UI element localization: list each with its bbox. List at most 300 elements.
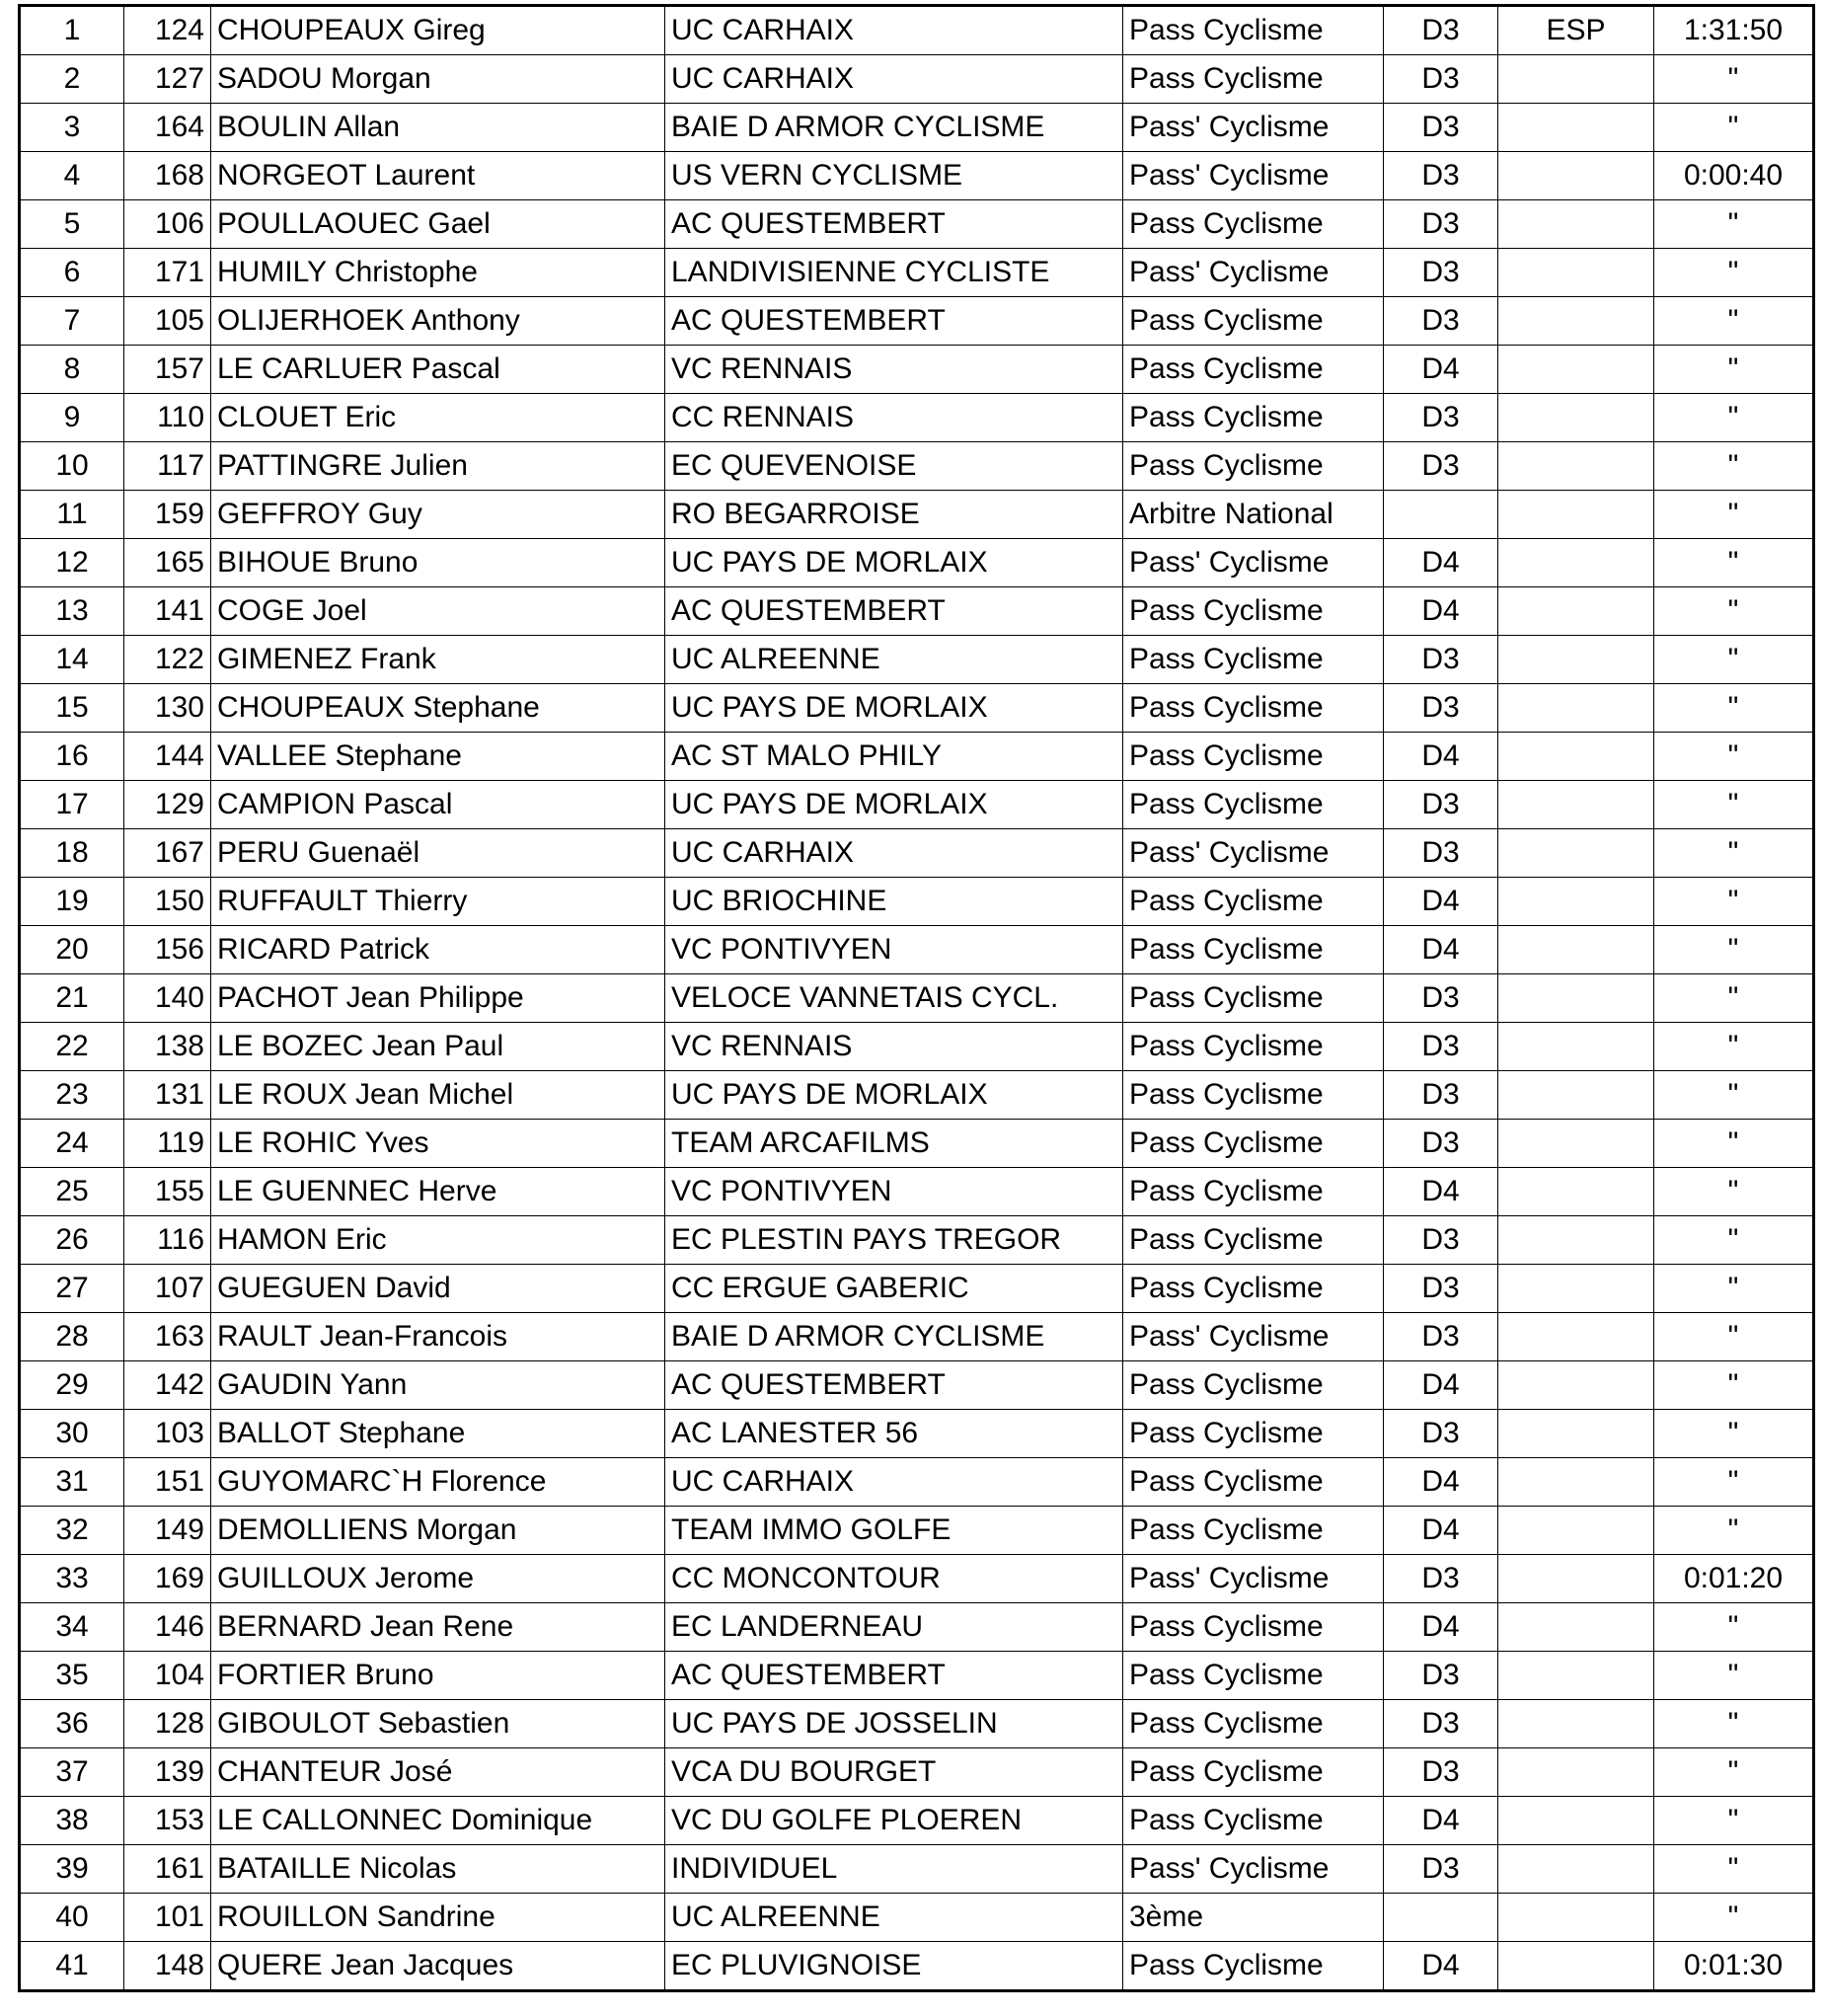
table-row [20,1845,1814,1894]
place-cell: 12 [20,539,124,587]
rider-name-cell: SADOU Morgan [211,55,665,104]
time-cell: " [1654,1071,1814,1120]
table-row [20,539,1814,587]
extra-cell [1498,1458,1654,1507]
place-cell: 17 [20,781,124,829]
licence-cell: Pass' Cyclisme [1123,829,1384,878]
bib-cell: 164 [124,104,211,152]
table-row [20,55,1814,104]
extra-cell [1498,1748,1654,1797]
bib-cell: 103 [124,1410,211,1458]
extra-cell [1498,491,1654,539]
bib-cell: 119 [124,1120,211,1168]
category-cell: D4 [1384,1168,1498,1216]
licence-cell: Pass' Cyclisme [1123,1555,1384,1603]
bib-cell: 105 [124,297,211,346]
time-cell: 1:31:50 [1654,6,1814,55]
table-row [20,1265,1814,1313]
licence-cell: Pass Cyclisme [1123,1071,1384,1120]
time-cell: 0:01:20 [1654,1555,1814,1603]
bib-cell: 168 [124,152,211,200]
table-row [20,1071,1814,1120]
category-cell: D4 [1384,587,1498,636]
rider-name-cell: PACHOT Jean Philippe [211,974,665,1023]
rider-name-cell: GAUDIN Yann [211,1361,665,1410]
results-table [18,4,1815,1992]
bib-cell: 159 [124,491,211,539]
club-cell: UC PAYS DE JOSSELIN [665,1700,1123,1748]
table-row [20,491,1814,539]
licence-cell: Arbitre National [1123,491,1384,539]
rider-name-cell: GIMENEZ Frank [211,636,665,684]
rider-name-cell: CHOUPEAUX Gireg [211,6,665,55]
rider-name-cell: BOULIN Allan [211,104,665,152]
extra-cell [1498,1120,1654,1168]
licence-cell: Pass Cyclisme [1123,346,1384,394]
place-cell: 30 [20,1410,124,1458]
time-cell: " [1654,974,1814,1023]
bib-cell: 127 [124,55,211,104]
category-cell: D3 [1384,1071,1498,1120]
rider-name-cell: GUEGUEN David [211,1265,665,1313]
bib-cell: 122 [124,636,211,684]
club-cell: UC CARHAIX [665,829,1123,878]
bib-cell: 140 [124,974,211,1023]
licence-cell: Pass Cyclisme [1123,1120,1384,1168]
rider-name-cell: CLOUET Eric [211,394,665,442]
place-cell: 13 [20,587,124,636]
category-cell: D4 [1384,1507,1498,1555]
place-cell: 41 [20,1942,124,1991]
bib-cell: 104 [124,1652,211,1700]
table-row [20,587,1814,636]
table-row [20,249,1814,297]
extra-cell [1498,1410,1654,1458]
category-cell: D3 [1384,829,1498,878]
table-row [20,1507,1814,1555]
extra-cell [1498,394,1654,442]
category-cell: D3 [1384,684,1498,733]
licence-cell: Pass' Cyclisme [1123,104,1384,152]
place-cell: 5 [20,200,124,249]
rider-name-cell: LE GUENNEC Herve [211,1168,665,1216]
licence-cell: 3ème [1123,1894,1384,1942]
licence-cell: Pass Cyclisme [1123,781,1384,829]
licence-cell: Pass Cyclisme [1123,1942,1384,1991]
bib-cell: 151 [124,1458,211,1507]
extra-cell [1498,926,1654,974]
bib-cell: 110 [124,394,211,442]
rider-name-cell: LE ROUX Jean Michel [211,1071,665,1120]
category-cell [1384,1894,1498,1942]
bib-cell: 131 [124,1071,211,1120]
category-cell: D3 [1384,297,1498,346]
extra-cell [1498,636,1654,684]
club-cell: UC PAYS DE MORLAIX [665,684,1123,733]
time-cell: " [1654,1652,1814,1700]
place-cell: 10 [20,442,124,491]
category-cell: D3 [1384,200,1498,249]
extra-cell [1498,1507,1654,1555]
licence-cell: Pass Cyclisme [1123,636,1384,684]
place-cell: 28 [20,1313,124,1361]
category-cell: D3 [1384,1748,1498,1797]
time-cell: " [1654,1458,1814,1507]
club-cell: UC CARHAIX [665,6,1123,55]
extra-cell [1498,1797,1654,1845]
rider-name-cell: ROUILLON Sandrine [211,1894,665,1942]
rider-name-cell: OLIJERHOEK Anthony [211,297,665,346]
extra-cell [1498,1555,1654,1603]
rider-name-cell: PATTINGRE Julien [211,442,665,491]
licence-cell: Pass Cyclisme [1123,974,1384,1023]
extra-cell [1498,733,1654,781]
category-cell: D3 [1384,1845,1498,1894]
rider-name-cell: HUMILY Christophe [211,249,665,297]
category-cell: D3 [1384,1265,1498,1313]
extra-cell [1498,1652,1654,1700]
category-cell: D3 [1384,442,1498,491]
licence-cell: Pass Cyclisme [1123,1458,1384,1507]
time-cell: " [1654,926,1814,974]
extra-cell [1498,55,1654,104]
time-cell: " [1654,1216,1814,1265]
rider-name-cell: FORTIER Bruno [211,1652,665,1700]
time-cell: " [1654,200,1814,249]
time-cell: " [1654,297,1814,346]
extra-cell [1498,1313,1654,1361]
licence-cell: Pass Cyclisme [1123,587,1384,636]
bib-cell: 153 [124,1797,211,1845]
licence-cell: Pass' Cyclisme [1123,539,1384,587]
club-cell: VELOCE VANNETAIS CYCL. [665,974,1123,1023]
category-cell: D3 [1384,152,1498,200]
club-cell: EC LANDERNEAU [665,1603,1123,1652]
extra-cell [1498,829,1654,878]
place-cell: 19 [20,878,124,926]
place-cell: 34 [20,1603,124,1652]
bib-cell: 150 [124,878,211,926]
time-cell: " [1654,1603,1814,1652]
category-cell: D4 [1384,1603,1498,1652]
club-cell: UC ALREENNE [665,636,1123,684]
licence-cell: Pass Cyclisme [1123,684,1384,733]
rider-name-cell: GUILLOUX Jerome [211,1555,665,1603]
licence-cell: Pass Cyclisme [1123,926,1384,974]
club-cell: TEAM IMMO GOLFE [665,1507,1123,1555]
licence-cell: Pass Cyclisme [1123,1700,1384,1748]
bib-cell: 128 [124,1700,211,1748]
place-cell: 27 [20,1265,124,1313]
table-row [20,104,1814,152]
licence-cell: Pass Cyclisme [1123,733,1384,781]
category-cell: D3 [1384,1652,1498,1700]
bib-cell: 169 [124,1555,211,1603]
table-row [20,1313,1814,1361]
licence-cell: Pass Cyclisme [1123,55,1384,104]
extra-cell [1498,104,1654,152]
category-cell: D3 [1384,1216,1498,1265]
time-cell: " [1654,1845,1814,1894]
place-cell: 39 [20,1845,124,1894]
place-cell: 14 [20,636,124,684]
rider-name-cell: CHANTEUR José [211,1748,665,1797]
extra-cell [1498,1216,1654,1265]
table-row [20,346,1814,394]
place-cell: 2 [20,55,124,104]
category-cell: D3 [1384,249,1498,297]
results-body [20,6,1814,1991]
extra-cell [1498,1071,1654,1120]
place-cell: 33 [20,1555,124,1603]
table-row [20,1023,1814,1071]
bib-cell: 146 [124,1603,211,1652]
table-row [20,684,1814,733]
time-cell: " [1654,878,1814,926]
rider-name-cell: PERU Guenaël [211,829,665,878]
licence-cell: Pass Cyclisme [1123,6,1384,55]
table-row [20,1410,1814,1458]
club-cell: AC QUESTEMBERT [665,200,1123,249]
category-cell: D3 [1384,55,1498,104]
club-cell: INDIVIDUEL [665,1845,1123,1894]
club-cell: VCA DU BOURGET [665,1748,1123,1797]
table-row [20,1555,1814,1603]
rider-name-cell: RUFFAULT Thierry [211,878,665,926]
table-row [20,974,1814,1023]
rider-name-cell: RICARD Patrick [211,926,665,974]
time-cell: " [1654,781,1814,829]
licence-cell: Pass Cyclisme [1123,1797,1384,1845]
time-cell: " [1654,442,1814,491]
extra-cell [1498,539,1654,587]
table-row [20,394,1814,442]
bib-cell: 157 [124,346,211,394]
extra-cell [1498,1894,1654,1942]
licence-cell: Pass' Cyclisme [1123,1313,1384,1361]
club-cell: AC QUESTEMBERT [665,587,1123,636]
club-cell: BAIE D ARMOR CYCLISME [665,104,1123,152]
table-row [20,200,1814,249]
time-cell: " [1654,1748,1814,1797]
table-row [20,1168,1814,1216]
licence-cell: Pass Cyclisme [1123,442,1384,491]
time-cell: " [1654,587,1814,636]
bib-cell: 129 [124,781,211,829]
rider-name-cell: LE ROHIC Yves [211,1120,665,1168]
extra-cell [1498,1265,1654,1313]
table-row [20,1652,1814,1700]
category-cell: D4 [1384,1458,1498,1507]
time-cell: " [1654,1265,1814,1313]
time-cell: " [1654,1168,1814,1216]
licence-cell: Pass' Cyclisme [1123,1845,1384,1894]
table-row [20,1216,1814,1265]
bib-cell: 139 [124,1748,211,1797]
time-cell: " [1654,1700,1814,1748]
rider-name-cell: CAMPION Pascal [211,781,665,829]
rider-name-cell: BERNARD Jean Rene [211,1603,665,1652]
extra-cell [1498,1845,1654,1894]
rider-name-cell: BIHOUE Bruno [211,539,665,587]
time-cell: " [1654,1120,1814,1168]
rider-name-cell: POULLAOUEC Gael [211,200,665,249]
rider-name-cell: RAULT Jean-Francois [211,1313,665,1361]
extra-cell [1498,1361,1654,1410]
club-cell: VC RENNAIS [665,346,1123,394]
licence-cell: Pass Cyclisme [1123,1216,1384,1265]
time-cell: " [1654,1410,1814,1458]
club-cell: TEAM ARCAFILMS [665,1120,1123,1168]
licence-cell: Pass Cyclisme [1123,1168,1384,1216]
club-cell: AC QUESTEMBERT [665,1652,1123,1700]
category-cell [1384,491,1498,539]
extra-cell [1498,200,1654,249]
rider-name-cell: GUYOMARC`H Florence [211,1458,665,1507]
table-row [20,636,1814,684]
time-cell: " [1654,491,1814,539]
place-cell: 35 [20,1652,124,1700]
place-cell: 38 [20,1797,124,1845]
time-cell: " [1654,539,1814,587]
bib-cell: 116 [124,1216,211,1265]
licence-cell: Pass Cyclisme [1123,1361,1384,1410]
club-cell: VC PONTIVYEN [665,1168,1123,1216]
bib-cell: 171 [124,249,211,297]
extra-cell [1498,587,1654,636]
place-cell: 18 [20,829,124,878]
category-cell: D3 [1384,1410,1498,1458]
extra-cell: ESP [1498,6,1654,55]
place-cell: 11 [20,491,124,539]
place-cell: 40 [20,1894,124,1942]
place-cell: 9 [20,394,124,442]
table-row [20,926,1814,974]
place-cell: 24 [20,1120,124,1168]
extra-cell [1498,781,1654,829]
licence-cell: Pass Cyclisme [1123,1652,1384,1700]
time-cell: " [1654,104,1814,152]
bib-cell: 142 [124,1361,211,1410]
bib-cell: 107 [124,1265,211,1313]
time-cell: " [1654,346,1814,394]
time-cell: 0:00:40 [1654,152,1814,200]
club-cell: VC RENNAIS [665,1023,1123,1071]
rider-name-cell: GEFFROY Guy [211,491,665,539]
category-cell: D3 [1384,1313,1498,1361]
club-cell: VC PONTIVYEN [665,926,1123,974]
bib-cell: 149 [124,1507,211,1555]
table-row [20,6,1814,55]
bib-cell: 163 [124,1313,211,1361]
club-cell: AC LANESTER 56 [665,1410,1123,1458]
place-cell: 25 [20,1168,124,1216]
licence-cell: Pass Cyclisme [1123,1023,1384,1071]
category-cell: D3 [1384,781,1498,829]
club-cell: CC MONCONTOUR [665,1555,1123,1603]
extra-cell [1498,1023,1654,1071]
licence-cell: Pass Cyclisme [1123,878,1384,926]
club-cell: RO BEGARROISE [665,491,1123,539]
category-cell: D3 [1384,394,1498,442]
place-cell: 3 [20,104,124,152]
rider-name-cell: COGE Joel [211,587,665,636]
table-row [20,1120,1814,1168]
licence-cell: Pass Cyclisme [1123,1265,1384,1313]
extra-cell [1498,346,1654,394]
table-row [20,1361,1814,1410]
extra-cell [1498,297,1654,346]
licence-cell: Pass Cyclisme [1123,297,1384,346]
rider-name-cell: BATAILLE Nicolas [211,1845,665,1894]
licence-cell: Pass Cyclisme [1123,1603,1384,1652]
club-cell: AC ST MALO PHILY [665,733,1123,781]
licence-cell: Pass' Cyclisme [1123,249,1384,297]
time-cell: " [1654,733,1814,781]
table-row [20,442,1814,491]
place-cell: 32 [20,1507,124,1555]
club-cell: UC PAYS DE MORLAIX [665,781,1123,829]
place-cell: 4 [20,152,124,200]
time-cell: " [1654,829,1814,878]
extra-cell [1498,974,1654,1023]
licence-cell: Pass Cyclisme [1123,200,1384,249]
table-row [20,781,1814,829]
club-cell: VC DU GOLFE PLOEREN [665,1797,1123,1845]
place-cell: 20 [20,926,124,974]
time-cell: " [1654,1507,1814,1555]
time-cell: " [1654,1313,1814,1361]
time-cell: " [1654,636,1814,684]
time-cell: " [1654,1023,1814,1071]
place-cell: 29 [20,1361,124,1410]
category-cell: D3 [1384,1120,1498,1168]
time-cell: " [1654,684,1814,733]
place-cell: 37 [20,1748,124,1797]
time-cell: " [1654,1797,1814,1845]
table-row [20,733,1814,781]
category-cell: D3 [1384,636,1498,684]
rider-name-cell: LE BOZEC Jean Paul [211,1023,665,1071]
extra-cell [1498,684,1654,733]
extra-cell [1498,878,1654,926]
place-cell: 1 [20,6,124,55]
time-cell: " [1654,55,1814,104]
club-cell: AC QUESTEMBERT [665,1361,1123,1410]
category-cell: D3 [1384,974,1498,1023]
club-cell: UC PAYS DE MORLAIX [665,1071,1123,1120]
extra-cell [1498,1603,1654,1652]
extra-cell [1498,442,1654,491]
bib-cell: 148 [124,1942,211,1991]
licence-cell: Pass' Cyclisme [1123,152,1384,200]
time-cell: " [1654,1361,1814,1410]
bib-cell: 141 [124,587,211,636]
club-cell: UC PAYS DE MORLAIX [665,539,1123,587]
extra-cell [1498,1700,1654,1748]
rider-name-cell: DEMOLLIENS Morgan [211,1507,665,1555]
category-cell: D4 [1384,346,1498,394]
club-cell: CC RENNAIS [665,394,1123,442]
club-cell: EC QUEVENOISE [665,442,1123,491]
place-cell: 22 [20,1023,124,1071]
club-cell: UC ALREENNE [665,1894,1123,1942]
club-cell: UC BRIOCHINE [665,878,1123,926]
table-row [20,1942,1814,1991]
club-cell: EC PLESTIN PAYS TREGOR [665,1216,1123,1265]
bib-cell: 161 [124,1845,211,1894]
extra-cell [1498,1168,1654,1216]
